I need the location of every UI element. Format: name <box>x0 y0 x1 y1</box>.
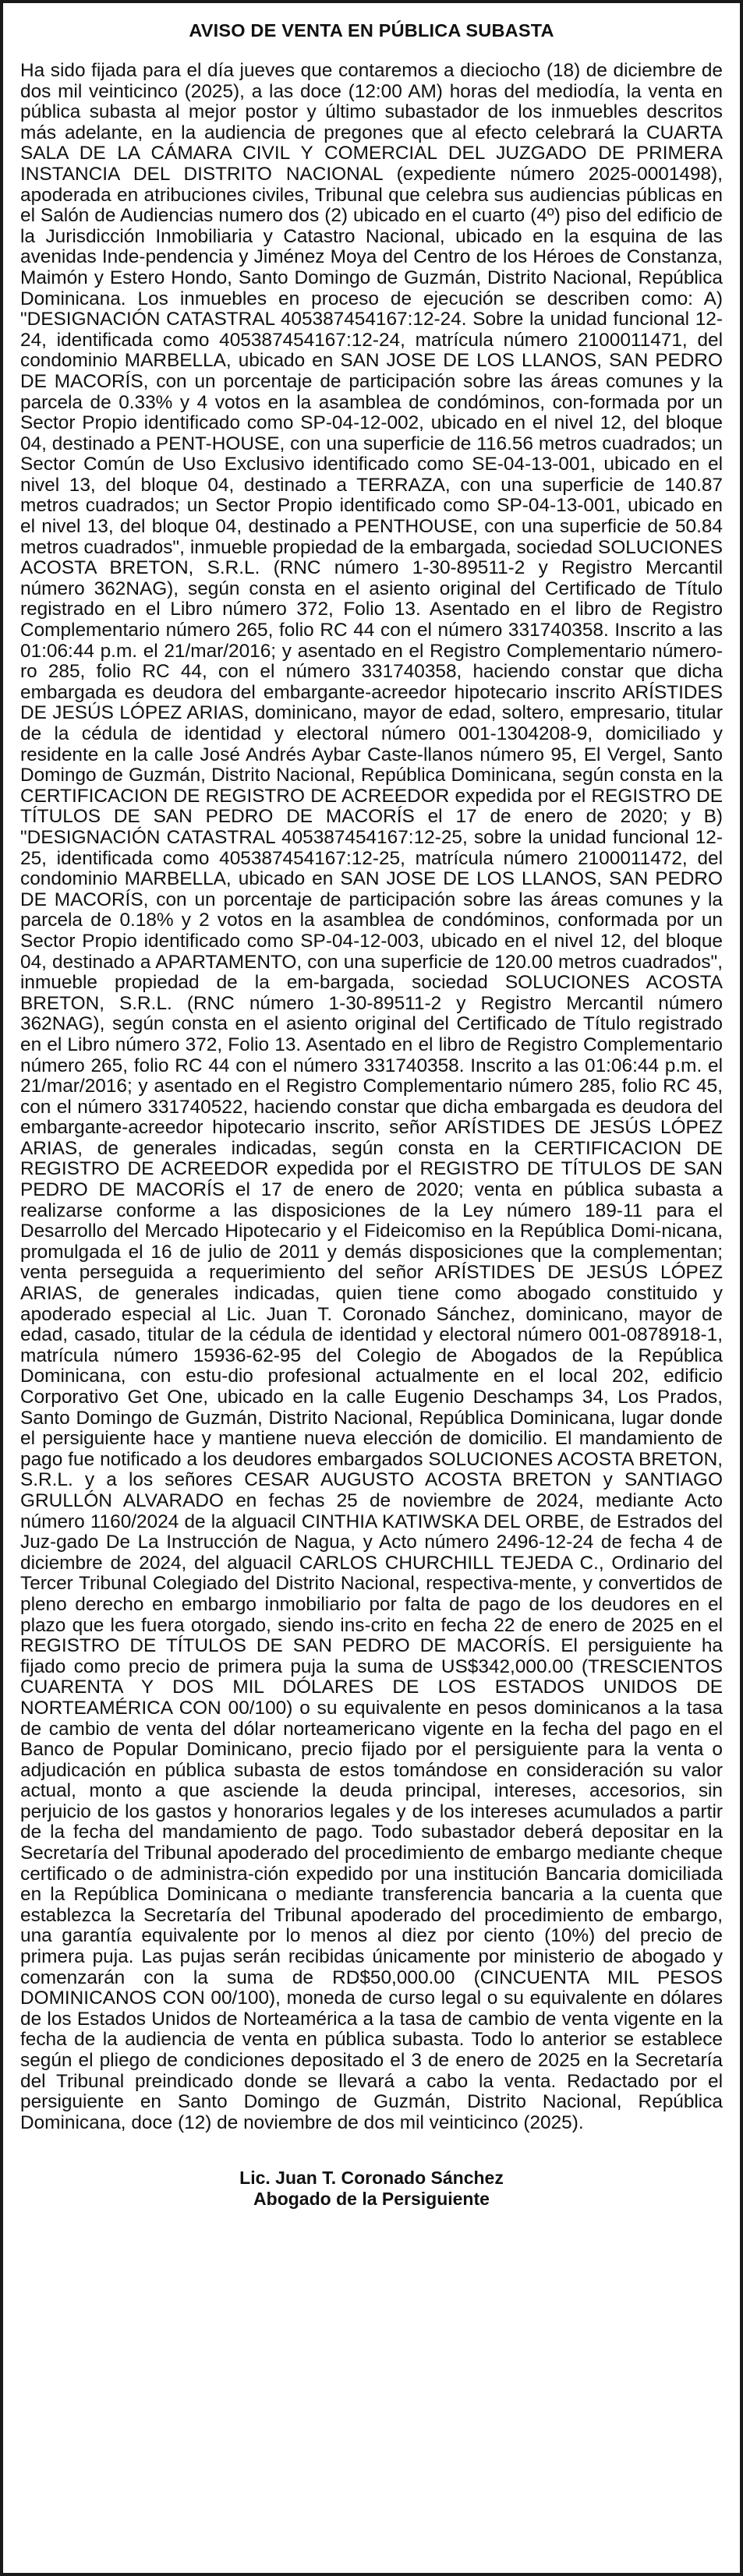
notice-title: AVISO DE VENTA EN PÚBLICA SUBASTA <box>189 20 554 41</box>
signature-role: Abogado de la Persiguiente <box>253 2189 490 2210</box>
signature-name: Lic. Juan T. Coronado Sánchez <box>239 2168 504 2189</box>
signature-block <box>20 2168 723 2210</box>
notice-body: Ha sido fijada para el día jueves que contaremos a dieciocho (18) de diciembre de dos mil veinticinco (2025), a las doce (12:00 AM) horas del mediodía, la venta en pública subasta al mejor postor y último subastador de los inmuebles descritos más adelante, en la audiencia de pregones que al efecto celebrará la CUARTA SALA DE LA CÁMARA CIVIL Y COMERCIAL DEL JUZGADO DE PRIMERA INSTANCIA DEL DISTRITO NACIONAL (expediente número 2025-0001498), apoderada en atribuciones civiles, Tribunal que celebra sus audiencias públicas en el Salón de Audiencias numero dos (2) ubicado en el cuarto (4º) piso del edificio de la Jurisdicción Inmobiliaria y Catastro Nacional, ubicado en la esquina de las avenidas Inde-pendencia y Jiménez Moya del Centro de los Héroes de Constanza, Maimón y Estero Hondo, Santo Domingo de Guzmán, Distrito Nacional, República Dominicana. Los inmuebles en proceso de ejecución se describen como: A) "DESIGNACIÓN CATASTRAL 405387454167:12-24. Sobre la unidad funcional 12-24, identificada como 405387454167:12-24, matrícula número 2100011471, del condominio MARBELLA, ubicado en SAN JOSE DE LOS LLANOS, SAN PEDRO DE MACORÍS, con un porcentaje de participación sobre las áreas comunes y la parcela de 0.33% y 4 votos en la asamblea de condóminos, con-formada por un Sector Propio identificado como SP-04-12-002, ubicado en el nivel 12, del bloque 04, destinado a PENT-HOUSE, con una superficie de 116.56 metros cuadrados; un Sector Común de Uso Exclusivo identificado como SE-04-13-001, ubicado en el nivel 13, del bloque 04, destinado a TERRAZA, con una superficie de 140.87 metros cuadrados; un Sector Propio identificado como SP-04-13-001, ubicado en el nivel 13, del bloque 04, destinado a PENTHOUSE, con una superficie de 50.84 metros cuadrados", inmueble propiedad de la embargada, sociedad SOLUCIONES ACOSTA BRETON, S.R.L. (RNC número 1-30-89511-2 y Registro Mercantil número 362NAG), según consta en el asiento original del Certificado de Título registrado en el Libro número 372, Folio 13. Asentado en el libro de Registro Complementario número 265, folio RC 44 con el número 331740358. Inscrito a las 01:06:44 p.m. el 21/mar/2016; y asentado en el Registro Complementario número-ro 285, folio RC 44, con el número 331740358, haciendo constar que dicha embargada es deudora del embargante-acreedor hipotecario inscrito ARÍSTIDES DE JESÚS LÓPEZ ARIAS, dominicano, mayor de edad, soltero, empresario, titular de la cédula de identidad y electoral número 001-1304208-9, domiciliado y residente en la calle José Andrés Aybar Caste-llanos número 95, El Vergel, Santo Domingo de Guzmán, Distrito Nacional, República Dominicana, según consta en la CERTIFICACION DE REGISTRO DE ACREEDOR expedida por el REGISTRO DE TÍTULOS DE SAN PEDRO DE MACORÍS el 17 de enero de 2020; y B) "DESIGNACIÓN CATASTRAL 405387454167:12-25, sobre la unidad funcional 12-25, identificada como 405387454167:12-25, matrícula número 2100011472, del condominio MARBELLA, ubicado en SAN JOSE DE LOS LLANOS, SAN PEDRO DE MACORÍS, con un porcentaje de participación sobre las áreas comunes y la parcela de 0.18% y 2 votos en la asamblea de condóminos, conformada por un Sector Propio identificado como SP-04-12-003, ubicado en el nivel 12, del bloque 04, destinado a APARTAMENTO, con una superficie de 120.00 metros cuadrados", inmueble propiedad de la em-bargada, sociedad SOLUCIONES ACOSTA BRETON, S.R.L. (RNC número 1-30-89511-2 y Registro Mercantil número 362NAG), según consta en el asiento original del Certificado de Título registrado en el Libro número 372, Folio 13. Asentado en el libro de Registro Complementario número 265, folio RC 44 con el número 331740358. Inscrito a las 01:06:44 p.m. el 21/mar/2016; y asentado en el Registro Complementario número 285, folio RC 45, con el número 331740522, haciendo constar que dicha embargada es deudora del embargante-acreedor hipotecario inscrito, señor ARÍSTIDES DE JESÚS LÓPEZ ARIAS, de generales indicadas, según consta en la CERTIFICACION DE REGISTRO DE ACREEDOR expedida por el REGISTRO DE TÍTULOS DE SAN PEDRO DE MACORÍS el 17 de enero de 2020; venta en pública subasta a realizarse conforme a las disposiciones de la Ley número 189-11 para el Desarrollo del Mercado Hipotecario y el Fideicomiso en la República Domi-nicana, promulgada el 16 de julio de 2011 y demás disposiciones que la complementan; venta perseguida a requerimiento del señor ARÍSTIDES DE JESÚS LÓPEZ ARIAS, de generales indicadas, quien tiene como abogado constituido y apoderado especial al Lic. Juan T. Coronado Sánchez, dominicano, mayor de edad, casado, titular de la cédula de identidad y electoral número 001-0878918-1, matrícula número 15936-62-95 del Colegio de Abogados de la República Dominicana, con estu-dio profesional actualmente en el local 202, edificio Corporativo Get One, ubicado en la calle Eugenio Deschamps 34, Los Prados, Santo Domingo de Guzmán, Distrito Nacional, República Dominicana, lugar donde el persiguiente hace y mantiene nueva elección de domicilio. El mandamiento de pago fue notificado a los deudores embargados SOLUCIONES ACOSTA BRETON, S.R.L. y a los señores CESAR AUGUSTO ACOSTA BRETON y SANTIAGO GRULLÓN ALVARADO en fechas 25 de noviembre de 2024, mediante Acto número 1160/2024 de la alguacil CINTHIA KATIWSKA DEL ORBE, de Estrados del Juz-gado De La Instrucción de Nagua, y Acto número 2496-12-24 de fecha 4 de diciembre de 2024, del alguacil CARLOS CHURCHILL TEJEDA C., Ordinario del Tercer Tribunal Colegiado del Distrito Nacional, respectiva-mente, y convertidos de pleno derecho en embargo inmobiliario por falta de pago de los deudores en el plazo que les fuera otorgado, siendo ins-crito en fecha 22 de enero de 2025 en el REGISTRO DE TÍTULOS DE SAN PEDRO DE MACORÍS. El persiguiente ha fijado como precio de primera puja la suma de US$342,000.00 (TRESCIENTOS CUARENTA Y DOS MIL DÓLARES DE LOS ESTADOS UNIDOS DE NORTEAMÉRICA CON 00/100) o su equivalente en pesos dominicanos a la tasa de cambio de venta del dólar norteamericano vigente en la fecha del pago en el Banco de Popular Dominicano, precio fijado por el persiguiente para la venta o adjudicación en pública subasta de estos tomándose en consideración su valor actual, monto a que asciende la deuda principal, intereses, accesorios, sin perjuicio de los gastos y honorarios legales y de los intereses acumulados a partir de la fecha del mandamiento de pago. Todo subastador deberá depositar en la Secretaría del Tribunal apoderado del procedimiento de embargo mediante cheque certificado o de administra-ción expedido por una institución Bancaria domiciliada en la República Dominicana o mediante transferencia bancaria a la cuenta que establezca la Secretaría del Tribunal apoderado del procedimiento de embargo, una garantía equivalente por lo menos al diez por ciento (10%) del precio de primera puja. Las pujas serán recibidas únicamente por ministerio de abogado y comenzarán con la suma de RD$50,000.00 (CINCUENTA MIL PESOS DOMINICANOS CON 00/100), moneda de curso legal o su equivalente en dólares de los Estados Unidos de Norteamérica a la tasa de cambio de venta vigente en la fecha de la audiencia de venta en pública subasta. Todo lo anterior se establece según el pliego de condiciones depositado el 3 de enero de 2025 en la Secretaría del Tribunal preindicado donde se llevará a cabo la venta. Redactado por el persiguiente en Santo Domingo de Guzmán, Distrito Nacional, República Dominicana, doce (12) de noviembre de dos mil veinticinco (2025). <box>20 60 723 2133</box>
